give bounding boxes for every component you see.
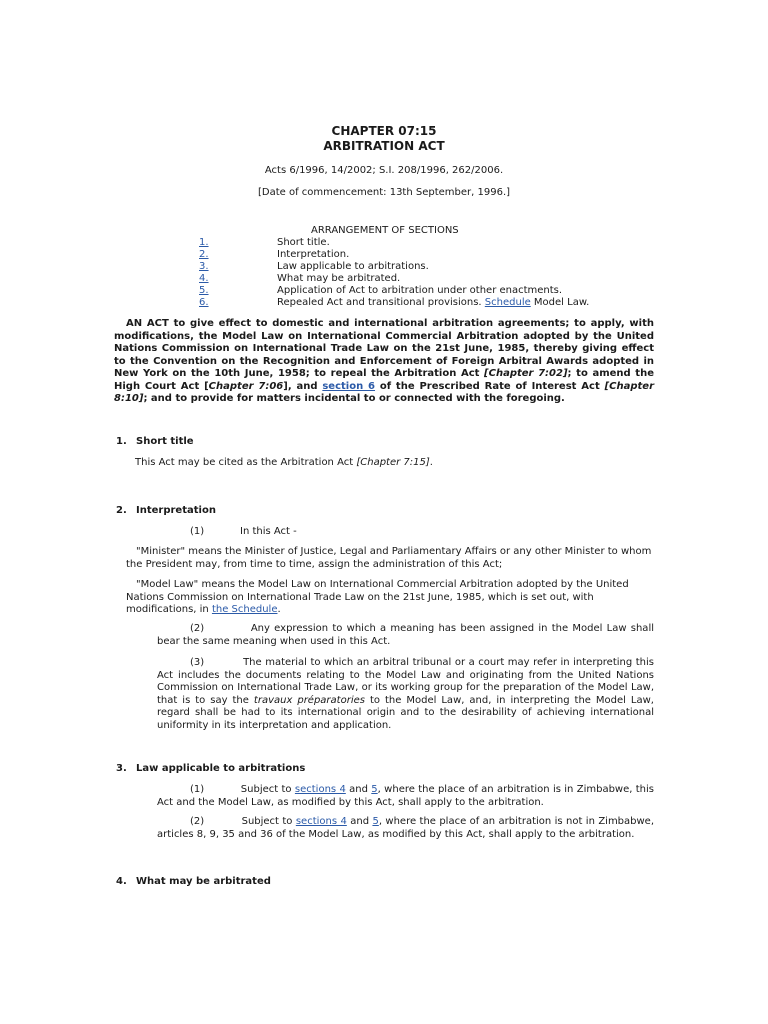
arrangement-item-link[interactable]: 6. bbox=[199, 297, 209, 308]
preamble-text: ; and to provide for matters incidental to or connected with the foregoing. bbox=[143, 393, 565, 404]
arrangement-item-title: Application of Act to arbitration under other enactments. bbox=[277, 285, 563, 296]
arrangement-item bbox=[199, 261, 759, 273]
section-title: Short title bbox=[136, 436, 194, 447]
long-title-preamble bbox=[114, 318, 654, 406]
section-1-text bbox=[135, 457, 655, 470]
subsection-text: and bbox=[346, 816, 373, 827]
model-law-definition bbox=[126, 579, 656, 617]
section-3-subsection-2 bbox=[157, 816, 654, 841]
section-heading bbox=[116, 436, 194, 449]
commencement-date: [Date of commencement: 13th September, 1996.] bbox=[257, 187, 511, 198]
section-title: Law applicable to arbitrations bbox=[136, 763, 306, 774]
subsection-number: (3) bbox=[190, 657, 205, 668]
arrangement-item-title: What may be arbitrated. bbox=[277, 273, 401, 284]
arrangement-item bbox=[199, 297, 759, 309]
minister-definition: "Minister" means the Minister of Justice, Legal and Parliamentary Affairs or any other Minister to whom the President may, from time to time, assign the administration of this Act; bbox=[126, 546, 652, 570]
arrangement-item-title: Law applicable to arbitrations. bbox=[277, 261, 429, 272]
arrangement-item bbox=[199, 285, 759, 297]
subsection-number: (1) bbox=[190, 526, 205, 537]
section-number: 2. bbox=[116, 505, 127, 516]
act-title: ARBITRATION ACT bbox=[323, 139, 445, 153]
subsection-text: to the Model Law, and, in interpreting the Model Law, regard shall be had to its international origin and to the desirability of achieving international uniformity in its interpretation and application. bbox=[157, 694, 654, 731]
subsection-text: Any expression to which a meaning has been assigned in the Model Law shall bear the same meaning when used in this Act. bbox=[157, 623, 654, 647]
arrangement-item bbox=[199, 237, 759, 249]
definition-text: "Model Law" means the Model Law on International Commercial Arbitration adopted by the United Nations Commission on International Trade Law on the 21st June, 1985, which is set out, with modifications, in bbox=[126, 579, 629, 615]
subsection-number: (1) bbox=[190, 784, 205, 795]
section-5-link[interactable]: 5 bbox=[371, 784, 378, 795]
section-heading bbox=[116, 505, 216, 518]
sections-4-link[interactable]: sections 4 bbox=[295, 816, 347, 827]
section-3-subsection-1 bbox=[157, 784, 654, 809]
section-title: What may be arbitrated bbox=[136, 876, 271, 887]
subsection-number: (2) bbox=[190, 623, 205, 634]
section-number: 4. bbox=[116, 876, 127, 887]
schedule-link[interactable]: the Schedule bbox=[211, 604, 278, 615]
preamble-text: of the Prescribed Rate of Interest Act bbox=[375, 380, 605, 392]
section-title: Interpretation bbox=[136, 505, 216, 516]
subsection-text: Subject to bbox=[240, 784, 295, 795]
subsection-text: , where the place of an arbitration is not in Zimbabwe, articles 8, 9, 35 and 36 of the Model Law, as modified by this Act, shall apply to the arbitration. bbox=[157, 816, 655, 840]
section-number: 1. bbox=[116, 436, 127, 447]
arrangement-item-link[interactable]: 1. bbox=[199, 237, 209, 248]
section-6-link[interactable]: section 6 bbox=[322, 380, 376, 392]
preamble-text: ; to amend the High Court Act [ bbox=[114, 368, 654, 392]
arrangement-item-title: Interpretation. bbox=[277, 249, 350, 260]
chapter-citation: [Chapter 8:10] bbox=[114, 380, 655, 404]
arrangement-item-title: Repealed Act and transitional provisions. bbox=[277, 297, 482, 308]
subsection-3 bbox=[157, 657, 654, 732]
section-5-link[interactable]: 5 bbox=[372, 816, 379, 827]
subsection-text: , where the place of an arbitration is in Zimbabwe, this Act and the Model Law, as modified by this Act, shall apply to the arbitration. bbox=[157, 784, 655, 808]
arrangement-item bbox=[199, 273, 759, 285]
amending-acts: Acts 6/1996, 14/2002; S.I. 208/1996, 262/2006. bbox=[264, 165, 504, 176]
arrangement-item-title: Short title. bbox=[277, 237, 330, 248]
arrangement-item-link[interactable]: 4. bbox=[199, 273, 209, 284]
section-heading bbox=[116, 876, 271, 889]
schedule-tail: Model Law. bbox=[530, 297, 590, 308]
sections-4-link[interactable]: sections 4 bbox=[294, 784, 346, 795]
arrangement-item-link[interactable]: 2. bbox=[199, 249, 209, 260]
section-heading bbox=[116, 763, 305, 776]
chapter-citation: Chapter 7:06 bbox=[208, 380, 284, 392]
chapter-number: CHAPTER 07:15 bbox=[331, 124, 437, 138]
chapter-citation: [Chapter 7:15] bbox=[356, 457, 430, 468]
italic-term: travaux préparatories bbox=[253, 694, 365, 706]
chapter-citation: [Chapter 7:02] bbox=[484, 368, 568, 379]
preamble-text: ], and bbox=[283, 380, 323, 392]
preamble-text: AN ACT to give effect to domestic and international arbitration agreements; to apply, with modifications, the Model Law on International Commercial Arbitration adopted by the United Nations Commission on International Trade Law on the 21st June, 1985, thereby giving effect to the Convention on the Recognition and Enforcement of Foreign Arbitral Awards adopted in New York on the 10th June, 1958; to repeal the Arbitration Act bbox=[114, 318, 654, 379]
arrangement-item-link[interactable]: 3. bbox=[199, 261, 209, 272]
arrangement-item-link[interactable]: 5. bbox=[199, 285, 209, 296]
subsection-text: Subject to bbox=[241, 816, 296, 827]
subsection-text: and bbox=[345, 784, 372, 795]
subsection-text: In this Act - bbox=[240, 526, 297, 537]
subsection-2 bbox=[157, 623, 654, 648]
body-text: . bbox=[429, 457, 433, 468]
body-text: This Act may be cited as the Arbitration Act bbox=[135, 457, 357, 468]
definition-text: . bbox=[277, 604, 281, 615]
arrangement-heading: ARRANGEMENT OF SECTIONS bbox=[311, 225, 459, 236]
arrangement-item-title-wrap bbox=[277, 297, 589, 310]
arrangement-item bbox=[199, 249, 759, 261]
subsection-number: (2) bbox=[190, 816, 205, 827]
section-number: 3. bbox=[116, 763, 127, 774]
schedule-link[interactable]: Schedule bbox=[484, 297, 531, 308]
subsection-text: The material to which an arbitral tribunal or a court may refer in interpreting this Act includes the documents relating to the Model Law and originating from the United Nations Commission on International Trade Law, or its working group for the preparation of the Model Law, that is to say the bbox=[157, 657, 655, 706]
